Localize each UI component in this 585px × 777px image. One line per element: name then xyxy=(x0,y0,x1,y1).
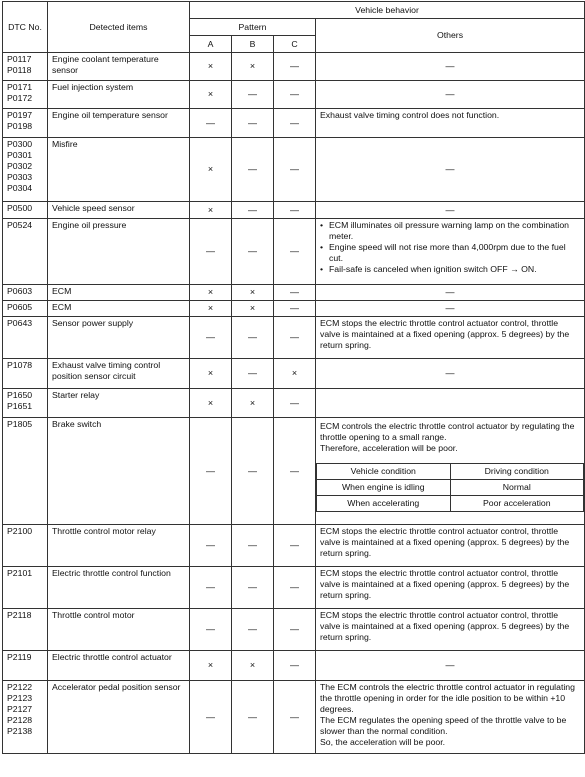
others-cell: — xyxy=(316,81,585,109)
table-row xyxy=(3,389,585,418)
others-cell: — xyxy=(316,301,585,317)
table-row xyxy=(3,651,585,681)
header-others: Others xyxy=(316,19,585,53)
dtc-codes: P2122 P2123 P2127 P2128 P2138 xyxy=(3,681,48,754)
others-text: ECM controls the electric throttle control actuator by regulating the throttle opening to a small range. Therefore, acceleration will be poor. xyxy=(320,421,575,453)
dtc-codes: P0171 P0172 xyxy=(3,81,48,109)
table-row xyxy=(3,81,585,109)
others-line: The ECM controls the electric throttle control actuator in regulating the throttle opening in order for the idle position to be within +10 degrees. xyxy=(320,682,575,714)
table-row xyxy=(3,418,585,525)
pattern-b-mark: — xyxy=(232,418,274,525)
others-cell: — xyxy=(316,53,585,81)
pattern-a-mark: × xyxy=(190,651,232,681)
detected-item: Engine oil pressure xyxy=(48,219,190,285)
detected-item: Electric throttle control actuator xyxy=(48,651,190,681)
pattern-b-mark: × xyxy=(232,389,274,418)
pattern-c-mark: — xyxy=(274,285,316,301)
dtc-codes: P0603 xyxy=(3,285,48,301)
table-row xyxy=(3,285,585,301)
detected-item: Brake switch xyxy=(48,418,190,525)
others-bullet: • ECM illuminates oil pressure warning lamp on the combination meter. xyxy=(320,220,580,242)
detected-item: Electric throttle control function xyxy=(48,567,190,609)
others-cell xyxy=(316,681,585,754)
table-row xyxy=(3,301,585,317)
dtc-codes: P0605 xyxy=(3,301,48,317)
pattern-b-mark: — xyxy=(232,681,274,754)
pattern-b-mark: × xyxy=(232,53,274,81)
detected-item: Sensor power supply xyxy=(48,317,190,359)
header-pattern-a: A xyxy=(190,36,232,53)
dtc-codes: P0197 P0198 xyxy=(3,109,48,138)
others-cell: Exhaust valve timing control does not function. xyxy=(316,109,585,138)
header-vehicle-behavior: Vehicle behavior xyxy=(190,2,585,19)
pattern-c-mark: — xyxy=(274,138,316,202)
pattern-b-mark: — xyxy=(232,609,274,651)
dtc-codes: P1805 xyxy=(3,418,48,525)
pattern-b-mark: — xyxy=(232,138,274,202)
table-row xyxy=(3,609,585,651)
pattern-c-mark: — xyxy=(274,418,316,525)
pattern-c-mark: — xyxy=(274,567,316,609)
pattern-a-mark: × xyxy=(190,202,232,219)
detected-item: Throttle control motor relay xyxy=(48,525,190,567)
detected-item: ECM xyxy=(48,301,190,317)
others-cell: ECM stops the electric throttle control actuator control, throttle valve is maintained at a fixed opening (approx. 5 degrees) by the return spring. xyxy=(316,609,585,651)
pattern-b-mark: — xyxy=(232,567,274,609)
others-cell: ECM stops the electric throttle control actuator control, throttle valve is maintained at a fixed opening (approx. 5 degrees) by the return spring. xyxy=(316,317,585,359)
table-row xyxy=(3,317,585,359)
detected-item: Misfire xyxy=(48,138,190,202)
pattern-b-mark: — xyxy=(232,359,274,389)
pattern-a-mark: × xyxy=(190,301,232,317)
others-cell xyxy=(316,219,585,285)
pattern-b-mark: — xyxy=(232,109,274,138)
others-cell: ECM stops the electric throttle control actuator control, throttle valve is maintained at a fixed opening (approx. 5 degrees) by the return spring. xyxy=(316,567,585,609)
header-pattern-c: C xyxy=(274,36,316,53)
pattern-b-mark: × xyxy=(232,285,274,301)
others-cell: — xyxy=(316,138,585,202)
sub-cell: When engine is idling xyxy=(317,480,451,496)
pattern-c-mark: — xyxy=(274,301,316,317)
pattern-a-mark: × xyxy=(190,389,232,418)
others-line: The ECM regulates the opening speed of the throttle valve to be slower than the normal condition. xyxy=(320,715,567,736)
pattern-c-mark: — xyxy=(274,219,316,285)
detected-item: Vehicle speed sensor xyxy=(48,202,190,219)
others-cell: ECM stops the electric throttle control actuator control, throttle valve is maintained at a fixed opening (approx. 5 degrees) by the return spring. xyxy=(316,525,585,567)
others-cell xyxy=(316,389,585,418)
table-row xyxy=(3,525,585,567)
dtc-codes: P2118 xyxy=(3,609,48,651)
dtc-codes: P0300 P0301 P0302 P0303 P0304 xyxy=(3,138,48,202)
table-row xyxy=(3,219,585,285)
pattern-c-mark: — xyxy=(274,202,316,219)
pattern-b-mark: — xyxy=(232,219,274,285)
pattern-b-mark: × xyxy=(232,651,274,681)
table-row xyxy=(3,138,585,202)
header-detected-items: Detected items xyxy=(48,2,190,53)
driving-condition-table xyxy=(316,463,584,512)
pattern-a-mark: — xyxy=(190,109,232,138)
table-row xyxy=(3,359,585,389)
pattern-a-mark: — xyxy=(190,525,232,567)
detected-item: ECM xyxy=(48,285,190,301)
pattern-a-mark: × xyxy=(190,81,232,109)
pattern-c-mark: — xyxy=(274,525,316,567)
pattern-a-mark: — xyxy=(190,317,232,359)
pattern-c-mark: × xyxy=(274,359,316,389)
pattern-a-mark: × xyxy=(190,285,232,301)
pattern-a-mark: — xyxy=(190,418,232,525)
pattern-a-mark: × xyxy=(190,138,232,202)
pattern-c-mark: — xyxy=(274,609,316,651)
pattern-a-mark: — xyxy=(190,681,232,754)
detected-item: Engine oil temperature sensor xyxy=(48,109,190,138)
sub-cell: Poor acceleration xyxy=(450,496,584,512)
sub-cell: Normal xyxy=(450,480,584,496)
dtc-codes: P2119 xyxy=(3,651,48,681)
others-cell: — xyxy=(316,359,585,389)
table-row xyxy=(3,567,585,609)
dtc-codes: P0500 xyxy=(3,202,48,219)
pattern-c-mark: — xyxy=(274,317,316,359)
pattern-a-mark: × xyxy=(190,53,232,81)
dtc-codes: P0117 P0118 xyxy=(3,53,48,81)
pattern-b-mark: — xyxy=(232,81,274,109)
pattern-b-mark: × xyxy=(232,301,274,317)
sub-cell: When accelerating xyxy=(317,496,451,512)
table-row xyxy=(3,681,585,754)
detected-item: Exhaust valve timing control position sensor circuit xyxy=(48,359,190,389)
detected-item: Engine coolant temperature sensor xyxy=(48,53,190,81)
pattern-b-mark: — xyxy=(232,317,274,359)
pattern-a-mark: — xyxy=(190,219,232,285)
header-pattern: Pattern xyxy=(190,19,316,36)
pattern-c-mark: — xyxy=(274,81,316,109)
pattern-a-mark: × xyxy=(190,359,232,389)
pattern-c-mark: — xyxy=(274,681,316,754)
pattern-a-mark: — xyxy=(190,567,232,609)
others-bullet: • Engine speed will not rise more than 4,000rpm due to the fuel cut. xyxy=(320,242,580,264)
dtc-codes: P0643 xyxy=(3,317,48,359)
dtc-codes: P2100 xyxy=(3,525,48,567)
pattern-c-mark: — xyxy=(274,109,316,138)
pattern-c-mark: — xyxy=(274,389,316,418)
others-cell: — xyxy=(316,202,585,219)
pattern-b-mark: — xyxy=(232,525,274,567)
pattern-c-mark: — xyxy=(274,53,316,81)
pattern-b-mark: — xyxy=(232,202,274,219)
sub-header-driving-condition: Driving condition xyxy=(450,464,584,480)
dtc-codes: P0524 xyxy=(3,219,48,285)
dtc-codes: P2101 xyxy=(3,567,48,609)
detected-item: Accelerator pedal position sensor xyxy=(48,681,190,754)
table-row xyxy=(3,109,585,138)
pattern-a-mark: — xyxy=(190,609,232,651)
sub-header-vehicle-condition: Vehicle condition xyxy=(317,464,451,480)
header-pattern-b: B xyxy=(232,36,274,53)
others-cell xyxy=(316,418,585,525)
table-row xyxy=(3,202,585,219)
others-cell: — xyxy=(316,285,585,301)
others-bullet: • Fail-safe is canceled when ignition switch OFF → ON. xyxy=(320,264,580,275)
dtc-codes: P1078 xyxy=(3,359,48,389)
detected-item: Throttle control motor xyxy=(48,609,190,651)
others-line: So, the acceleration will be poor. xyxy=(320,737,446,747)
table-row xyxy=(3,53,585,81)
detected-item: Starter relay xyxy=(48,389,190,418)
detected-item: Fuel injection system xyxy=(48,81,190,109)
header-dtc: DTC No. xyxy=(3,2,48,53)
dtc-codes: P1650 P1651 xyxy=(3,389,48,418)
others-cell: — xyxy=(316,651,585,681)
fail-safe-table xyxy=(2,1,585,754)
pattern-c-mark: — xyxy=(274,651,316,681)
